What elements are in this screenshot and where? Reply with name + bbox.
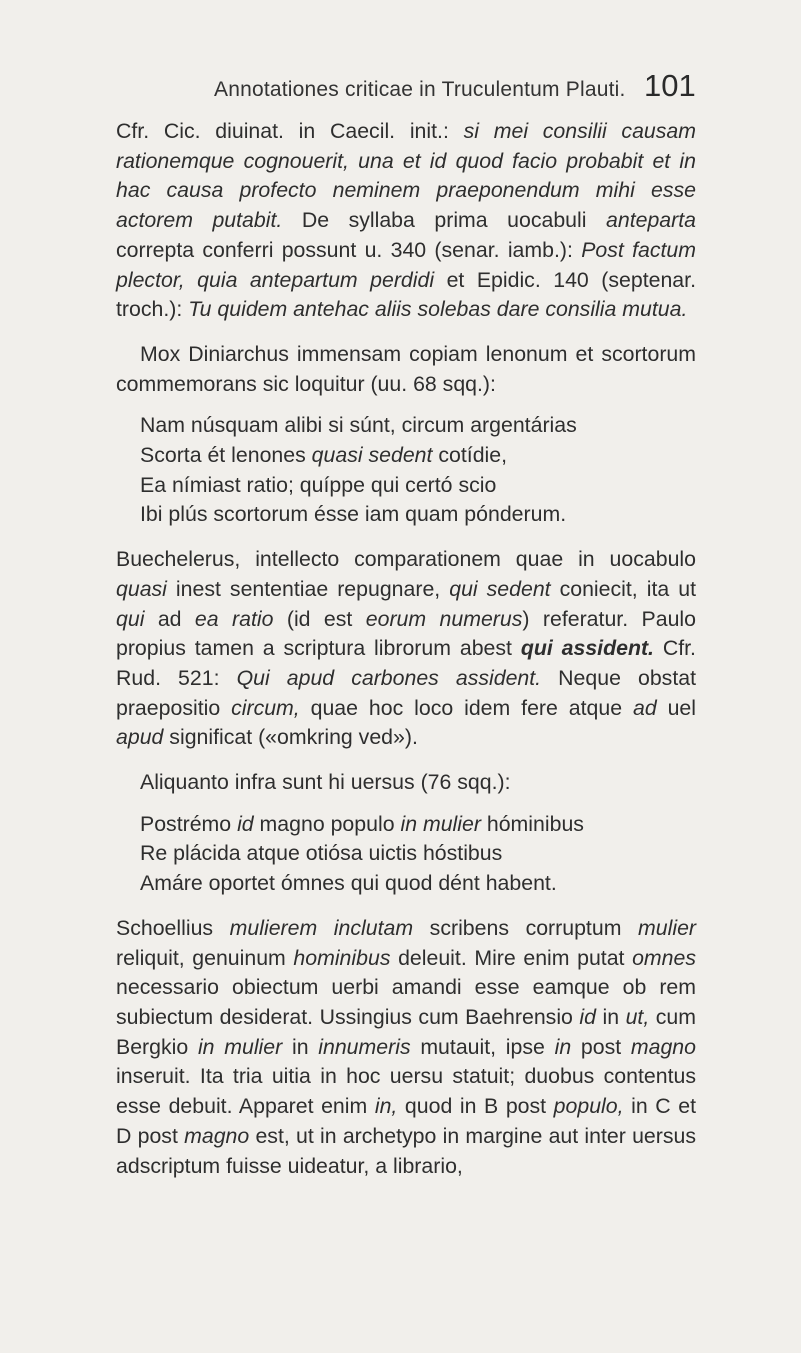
italic-term: in mulier [400, 811, 481, 836]
text-run: et Epidic. 140 (septenar. troch.): [116, 267, 696, 322]
text-run: post [571, 1034, 631, 1059]
italic-term: in mulier [197, 1034, 283, 1059]
italic-term: populo, [553, 1094, 624, 1119]
paragraph-aliquanto [116, 768, 696, 798]
italic-term: ea ratio [194, 606, 274, 631]
italic-term: innumeris [318, 1034, 411, 1059]
text-run: Mox Diniarchus immensam copiam lenonum et scortorum commemorans sic loquitur (uu. 68 sqq.): [116, 341, 696, 396]
text-run: quae hoc loco idem fere atque [299, 695, 633, 720]
italic-term: magno [184, 1123, 250, 1148]
body-text [116, 117, 696, 1181]
text-run: cum Bergkio [116, 1004, 696, 1059]
text-run: Cfr. Cic. diuinat. in Caecil. init.: [116, 119, 464, 143]
text-run: reliquit, genuinum [116, 945, 294, 970]
text-run: Cfr. Rud. 521: [116, 636, 696, 690]
text-run: hóminibus [480, 811, 584, 836]
verse-line: Re plácida atque otiósa uictis hóstibus [140, 841, 503, 866]
italic-quote: Qui apud carbones assident. [236, 665, 542, 690]
verse-line: Nam núsquam alibi si súnt, circum argentárias [140, 413, 577, 438]
italic-term: magno [630, 1034, 696, 1059]
italic-term: hominibus [293, 945, 391, 970]
italic-term: mulier [638, 915, 696, 940]
verse-block-68 [116, 411, 696, 530]
page-number: 101 [644, 68, 696, 103]
paragraph-diniarchus [116, 340, 696, 399]
text-run: ) referatur. Paulo propius tamen a scriptura librorum abest [116, 606, 696, 661]
italic-term: ad [632, 695, 657, 720]
italic-term: apud [116, 725, 164, 750]
text-run: De syllaba prima uocabuli [282, 208, 606, 233]
paragraph-cicero-citation [116, 117, 696, 325]
verse-block-76 [116, 810, 696, 899]
text-run: quod in B post [397, 1094, 554, 1119]
text-run: in [282, 1034, 319, 1059]
text-run: inseruit. Ita tria uitia in hoc uersu statuit; duobus contentus esse debuit. Apparet enim [116, 1064, 696, 1119]
italic-term: in [554, 1034, 572, 1059]
paragraph-buechelerus [116, 545, 696, 753]
italic-term: qui [116, 606, 145, 631]
italic-term: mulierem inclutam [229, 915, 414, 940]
text-run: correpta conferri possunt u. 340 (senar. iamb.): [116, 237, 582, 262]
text-run: cotídie, [432, 443, 508, 468]
text-run: in C et D post [116, 1094, 697, 1148]
verse-line [140, 810, 696, 840]
text-run: magno populo [253, 811, 401, 836]
text-run: (id est [273, 606, 366, 631]
text-run: necessario obiectum uerbi amandi esse eamque ob rem subiectum desiderat. Ussingius cum Baehrensio [116, 975, 696, 1029]
running-head-title: Annotationes criticae in Truculentum Plauti. [214, 78, 626, 101]
italic-quote: si mei consilii causam rationemque cognouerit, una et id quod facio probabit et in hac causa profecto neminem praeponendum mihi esse actorem putabit. [116, 119, 697, 233]
italic-term: id [579, 1004, 596, 1029]
italic-term: eorum numerus [365, 606, 523, 631]
text-run: deleuit. Mire enim putat [390, 945, 633, 970]
italic-term: quasi [116, 576, 167, 601]
paragraph-schoellius [116, 914, 696, 1181]
text-run: Neque obstat praepositio [116, 665, 696, 720]
italic-term: quasi sedent [311, 443, 433, 468]
text-run: Buechelerus, intellecto comparationem quae in uocabulo [116, 547, 696, 572]
text-run: in [595, 1004, 626, 1029]
text-run: coniecit, ita ut [550, 576, 696, 601]
text-run: significat («omkring ved»). [163, 725, 418, 750]
italic-term: in, [374, 1094, 398, 1119]
text-run: ad [144, 606, 195, 631]
text-run: Aliquanto infra sunt hi uersus (76 sqq.): [140, 770, 511, 795]
italic-term: omnes [632, 945, 696, 970]
italic-term: anteparta [606, 208, 696, 233]
italic-quote: Post factum plector, quia antepartum perdidi [116, 237, 696, 292]
italic-term: qui sedent [449, 576, 551, 601]
text-run: Scorta ét lenones [140, 443, 312, 468]
verse-line: Ibi plús scortorum ésse iam quam pónderum. [140, 502, 567, 527]
text-run: scribens corruptum [413, 915, 639, 940]
text-run: Postrémo [140, 811, 238, 836]
italic-term: circum, [231, 695, 300, 720]
text-run: mutauit, ipse [410, 1034, 555, 1059]
bold-italic-term: qui assident. [520, 636, 654, 661]
text-run: inest sententiae repugnare, [166, 576, 450, 601]
italic-term: ut, [625, 1004, 650, 1029]
verse-line: Ea nímiast ratio; quíppe qui certó scio [140, 472, 497, 497]
verse-line: Amáre oportet ómnes qui quod dént habent. [140, 871, 557, 896]
verse-line [140, 441, 696, 471]
text-run: est, ut in archetypo in margine aut inter uersus adscriptum fuisse uideatur, a librario, [116, 1123, 697, 1178]
italic-quote: Tu quidem antehac aliis solebas dare consilia mutua. [188, 297, 688, 322]
text-run: uel [656, 695, 696, 720]
italic-term: id [237, 811, 254, 836]
running-head [0, 68, 801, 108]
text-run: Schoellius [116, 915, 230, 940]
